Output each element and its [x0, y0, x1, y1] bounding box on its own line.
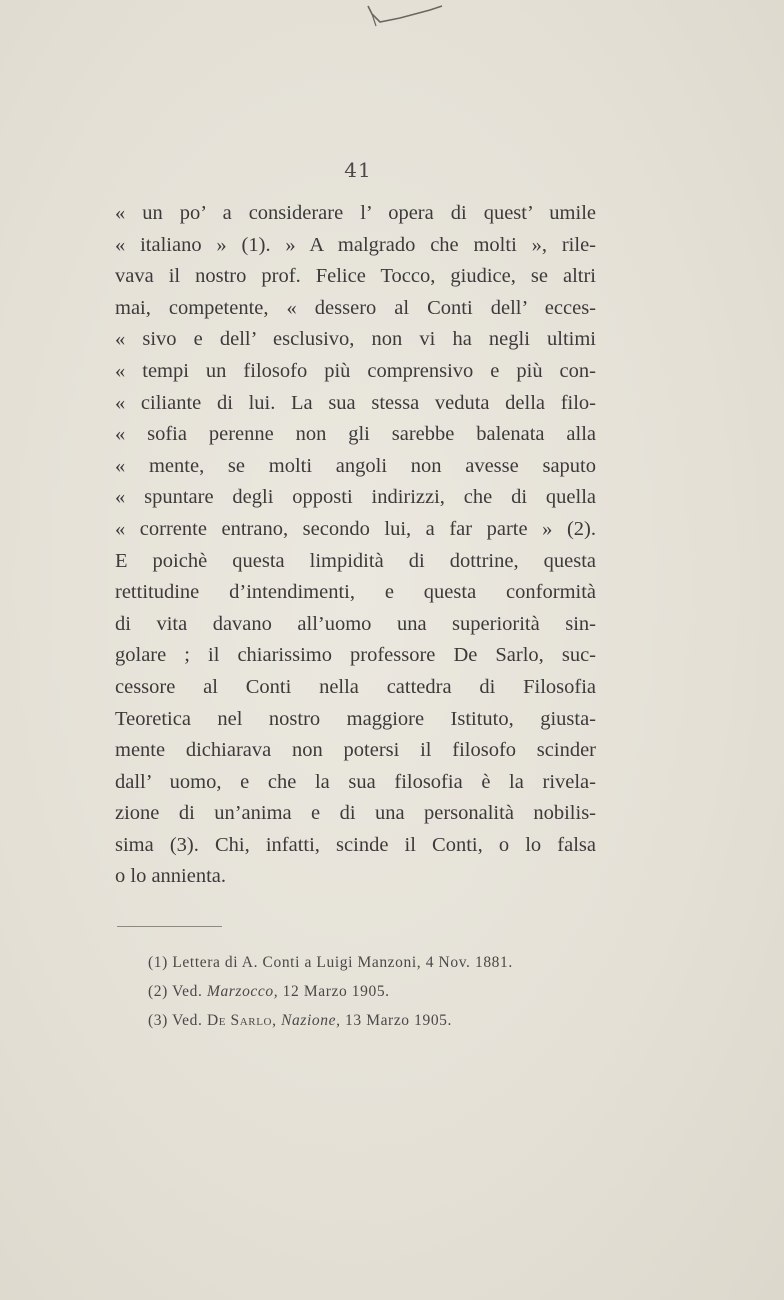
text-line: E poichè questa limpidità di dottrine, questa — [115, 549, 596, 572]
text-line: « corrente entrano, secondo lui, a far parte » (2). — [115, 517, 596, 540]
footnote-text: Lettera di A. Conti a Luigi Manzoni, 4 Nov. 1881. — [172, 954, 513, 971]
text-line: « sofia perenne non gli sarebbe balenata alla — [115, 423, 596, 446]
footnote-journal: Marzocco, — [206, 983, 279, 1000]
text-line: « tempi un filosofo più comprensivo e più con- — [115, 359, 596, 382]
footnote-text: Ved. — [172, 983, 207, 1000]
footnote-journal: Nazione, — [281, 1012, 341, 1029]
text-line: sima (3). Chi, infatti, scinde il Conti, o lo falsa — [115, 833, 596, 856]
page-number: 41 — [344, 158, 372, 182]
footnote-marker: (2) — [148, 983, 168, 1000]
body-text — [115, 198, 596, 893]
footnote-date: 13 Marzo 1905. — [340, 1012, 452, 1029]
text-line: « ciliante di lui. La sua stessa veduta della filo- — [115, 391, 596, 414]
footnote-separator — [117, 926, 222, 927]
footnote-date: 12 Marzo 1905. — [278, 983, 390, 1000]
text-line: zione di un’anima e di una personalità nobilis- — [115, 802, 596, 825]
page-edge-mark — [360, 0, 450, 30]
footnote-3 — [148, 1006, 608, 1035]
text-line: « sivo e dell’ esclusivo, non vi ha negli ultimi — [115, 328, 596, 351]
text-line: golare ; il chiarissimo professore De Sarlo, suc- — [115, 644, 596, 667]
text-line: « mente, se molti angoli non avesse saputo — [115, 454, 596, 477]
text-line: mai, competente, « dessero al Conti dell’ ecces- — [115, 296, 596, 319]
footnote-text: Ved. — [172, 1012, 207, 1029]
text-line: « spuntare degli opposti indirizzi, che di quella — [115, 486, 596, 509]
text-line: Teoretica nel nostro maggiore Istituto, giusta- — [115, 707, 596, 730]
footnotes — [148, 948, 608, 1035]
text-line: di vita davano all’uomo una superiorità sin- — [115, 612, 596, 635]
footnote-marker: (3) — [148, 1012, 168, 1029]
text-line: cessore al Conti nella cattedra di Filosofia — [115, 675, 596, 698]
footnote-author: De Sarlo, — [206, 1012, 277, 1029]
text-line: « italiano » (1). » A malgrado che molti », rile- — [115, 233, 596, 256]
text-line: mente dichiarava non potersi il filosofo scinder — [115, 739, 596, 762]
text-line: vava il nostro prof. Felice Tocco, giudice, se altri — [115, 265, 596, 288]
text-line: rettitudine d’intendimenti, e questa conformità — [115, 581, 596, 604]
footnote-1 — [148, 948, 608, 977]
text-line: o lo annienta. — [115, 865, 227, 888]
text-line: dall’ uomo, e che la sua filosofia è la rivela- — [115, 770, 596, 793]
text-line: « un po’ a considerare l’ opera di quest’ umile — [115, 202, 596, 224]
footnote-2 — [148, 977, 608, 1006]
footnote-marker: (1) — [148, 954, 168, 971]
